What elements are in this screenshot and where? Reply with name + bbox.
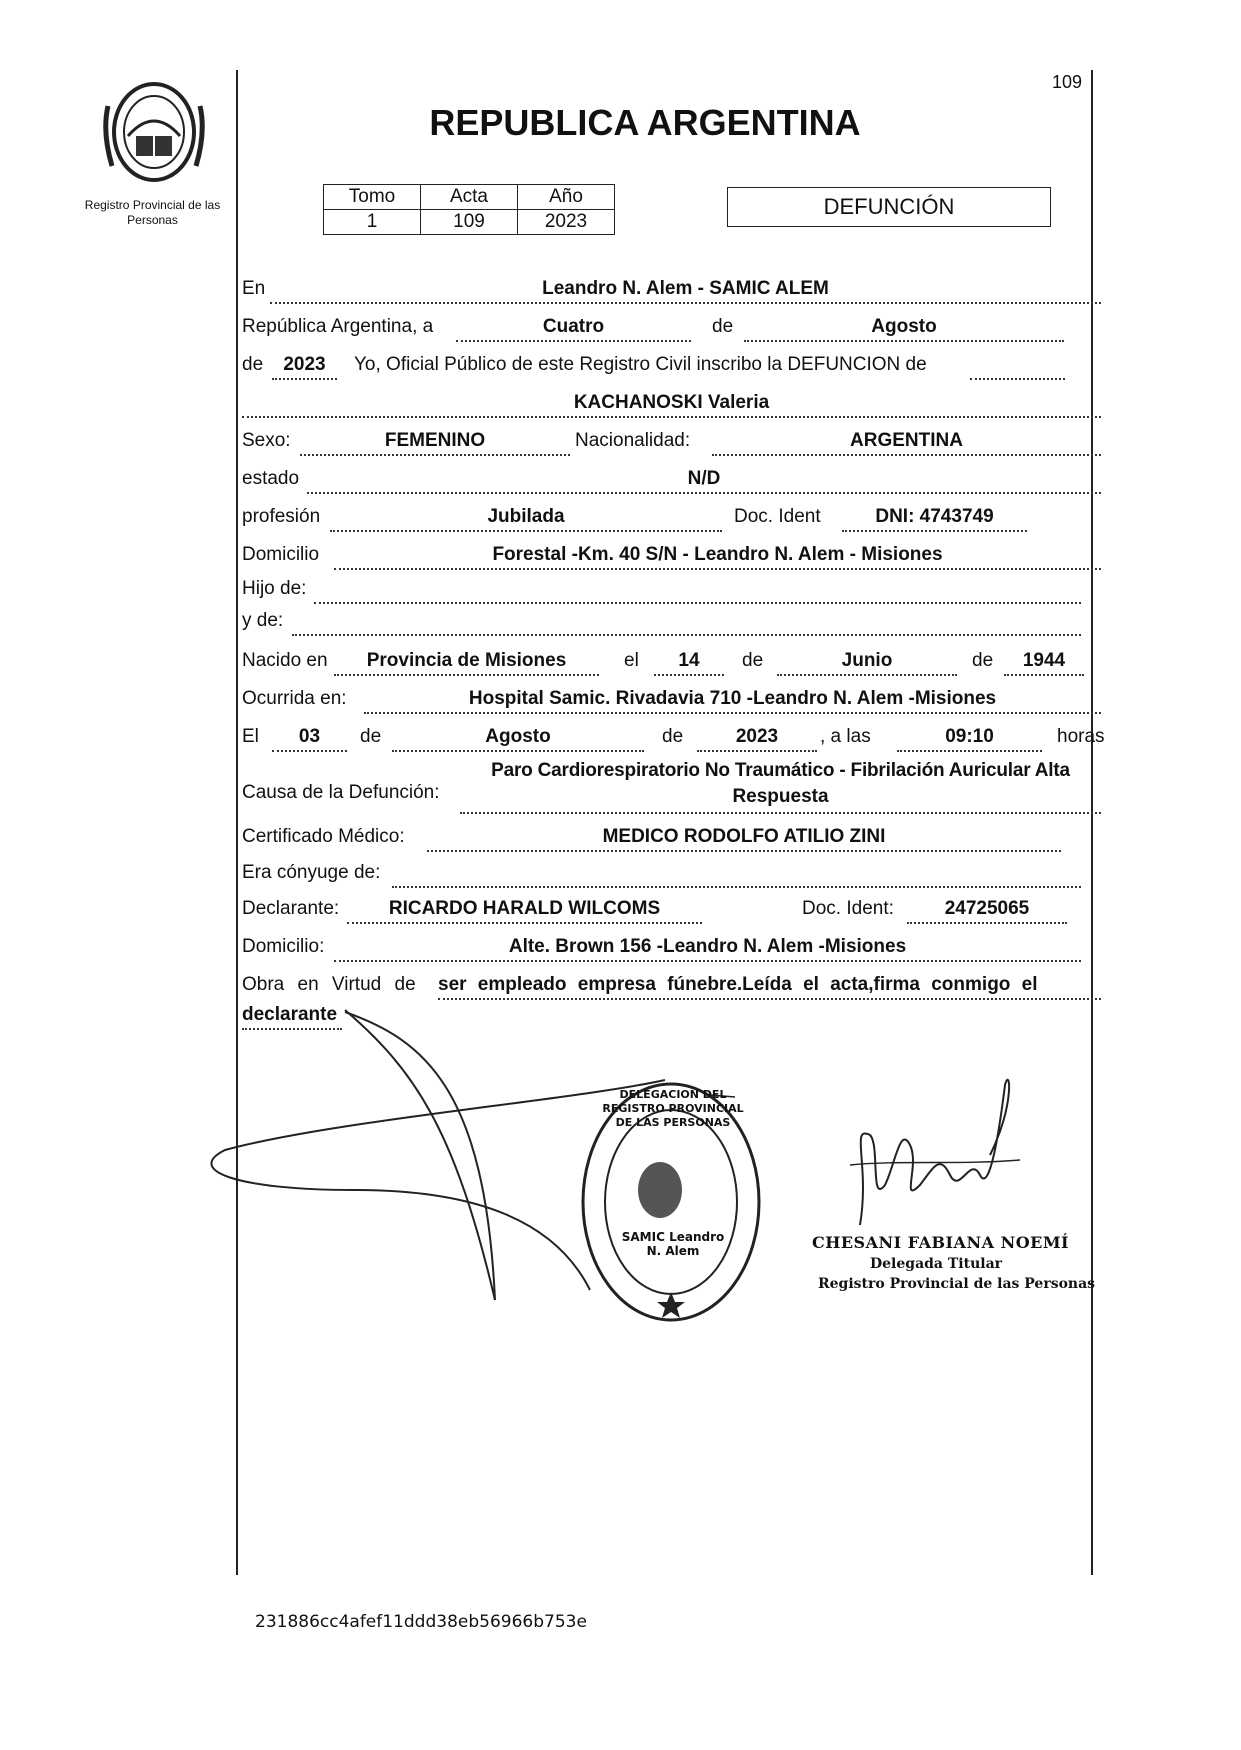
row-domicilio: [242, 540, 1101, 570]
row-nombre: [242, 388, 1101, 418]
doc-value: DNI: 4743749: [875, 506, 994, 527]
document-type: DEFUNCIÓN: [823, 194, 955, 219]
a-las-label: , a las: [820, 726, 871, 747]
causa-line-1: Paro Cardiorespiratorio No Traumático - Fibrilación Auricular Alta: [491, 760, 1070, 781]
row-causa: [242, 760, 1101, 820]
nacionalidad-label: Nacionalidad:: [575, 430, 691, 451]
row-inscribo: [242, 350, 1101, 380]
conyuge-label: Era cónyuge de:: [242, 862, 381, 883]
defuncion-hora: 09:10: [945, 726, 994, 747]
tomo-value: 1: [324, 210, 421, 235]
row-fecha-inscripcion: [242, 312, 1101, 342]
profesion-value: Jubilada: [487, 506, 565, 527]
tomo-header: Tomo: [324, 185, 421, 210]
officer-signature: [840, 1065, 1030, 1235]
de-label-6: de: [662, 726, 684, 747]
row-conyuge: [242, 858, 1101, 888]
row-ocurrida: [242, 684, 1101, 714]
row-obra-en-virtud: [242, 970, 1101, 1000]
document-type-box: [727, 187, 1051, 227]
nacionalidad-value: ARGENTINA: [850, 430, 963, 451]
profesion-label: profesión: [242, 506, 321, 527]
doc-label: Doc. Ident: [734, 506, 821, 527]
estado-value: N/D: [687, 468, 721, 489]
causa-label: Causa de la Defunción:: [242, 782, 440, 803]
declarante-domicilio-value: Alte. Brown 156 -Leandro N. Alem -Misiones: [508, 936, 907, 957]
row-sexo: [242, 426, 1101, 456]
anio-header: Año: [518, 185, 615, 210]
nacido-label: Nacido en: [242, 650, 328, 671]
row-declarante: [242, 894, 1101, 924]
row-y-de: [242, 606, 1101, 636]
defuncion-anio: 2023: [735, 726, 779, 747]
de-label-4: de: [972, 650, 994, 671]
acta-header: Acta: [421, 185, 518, 210]
anio-value: 2023: [518, 210, 615, 235]
domicilio-value: Forestal -Km. 40 S/N - Leandro N. Alem - Misiones: [492, 544, 943, 565]
dia-texto: Cuatro: [542, 316, 605, 337]
estado-label: estado: [242, 468, 300, 489]
republica-label: República Argentina, a: [242, 316, 434, 337]
mes-texto: Agosto: [871, 316, 937, 337]
domicilio-label: Domicilio: [242, 544, 320, 565]
causa-line-2: Respuesta: [732, 786, 829, 807]
declarante-domicilio-label: Domicilio:: [242, 936, 325, 957]
nacimiento-anio: 1944: [1022, 650, 1066, 671]
row-nacimiento: [242, 646, 1101, 676]
el-label: el: [624, 650, 639, 671]
en-label: En: [242, 278, 266, 299]
officer-name: CHESANI FABIANA NOEMÍ: [812, 1233, 1070, 1252]
row-profesion: [242, 502, 1101, 532]
ocurrida-value: Hospital Samic. Rivadavia 710 -Leandro N. Alem -Misiones: [468, 688, 997, 709]
obra-text: ser empleado empresa fúnebre.Leída el acta,firma conmigo el: [438, 974, 1038, 995]
defuncion-dia: 03: [298, 726, 321, 747]
certificado-value: MEDICO RODOLFO ATILIO ZINI: [602, 826, 886, 847]
officer-organization: Registro Provincial de las Personas: [818, 1276, 1096, 1292]
sexo-label: Sexo:: [242, 430, 291, 451]
row-certificado: [242, 822, 1101, 852]
inscribo-text: Yo, Oficial Público de este Registro Civil inscribo la DEFUNCION de: [354, 354, 927, 375]
nombre-fallecido: KACHANOSKI Valeria: [573, 392, 770, 413]
declarante-value: RICARDO HARALD WILCOMS: [388, 898, 661, 919]
lugar-value: Leandro N. Alem - SAMIC ALEM: [542, 278, 829, 299]
province-emblem: [98, 76, 210, 188]
row-estado: [242, 464, 1101, 494]
page-number: 109: [1052, 72, 1083, 92]
row-fecha-defuncion: [242, 722, 1105, 752]
obra-label: Obra en Virtud de: [242, 974, 416, 995]
stamp-ring-text: DELEGACION DEL REGISTRO PROVINCIAL DE LAS PERSONAS: [602, 1088, 744, 1129]
official-stamp: [578, 1080, 764, 1324]
page-title: REPUBLICA ARGENTINA: [429, 102, 861, 143]
stamp-inner-text: SAMIC Leandro N. Alem: [621, 1230, 725, 1258]
anio-inscripcion: 2023: [283, 354, 326, 375]
de-label-5: de: [360, 726, 382, 747]
horas-label: horas: [1057, 726, 1105, 747]
tomo-acta-anio-table: [323, 184, 615, 235]
El-label: El: [242, 726, 259, 747]
nacimiento-dia: 14: [678, 650, 700, 671]
officer-role: Delegada Titular: [870, 1256, 1003, 1272]
defuncion-mes: Agosto: [485, 726, 551, 747]
row-lugar: [242, 274, 1101, 304]
yde-label: y de:: [242, 610, 284, 631]
row-domicilio-declarante: [242, 932, 1101, 962]
declarante-label: Declarante:: [242, 898, 340, 919]
certificado-label: Certificado Médico:: [242, 826, 405, 847]
de-label-3: de: [742, 650, 764, 671]
declarante-doc-value: 24725065: [944, 898, 1030, 919]
declarante-doc-label: Doc. Ident:: [802, 898, 894, 919]
de-label: de: [712, 316, 734, 337]
obra-text-2: declarante: [242, 1004, 338, 1025]
nacido-lugar: Provincia de Misiones: [366, 650, 567, 671]
nacimiento-mes: Junio: [841, 650, 893, 671]
document-hash: 231886cc4afef11ddd38eb56966b753e: [255, 1612, 587, 1632]
sexo-value: FEMENINO: [384, 430, 486, 451]
acta-value: 109: [421, 210, 518, 235]
hijo-label: Hijo de:: [242, 578, 307, 599]
ocurrida-label: Ocurrida en:: [242, 688, 347, 709]
de-label-2: de: [242, 354, 264, 375]
row-hijo-de: [242, 574, 1101, 604]
logo-caption: Registro Provincial de las Personas: [84, 198, 221, 227]
